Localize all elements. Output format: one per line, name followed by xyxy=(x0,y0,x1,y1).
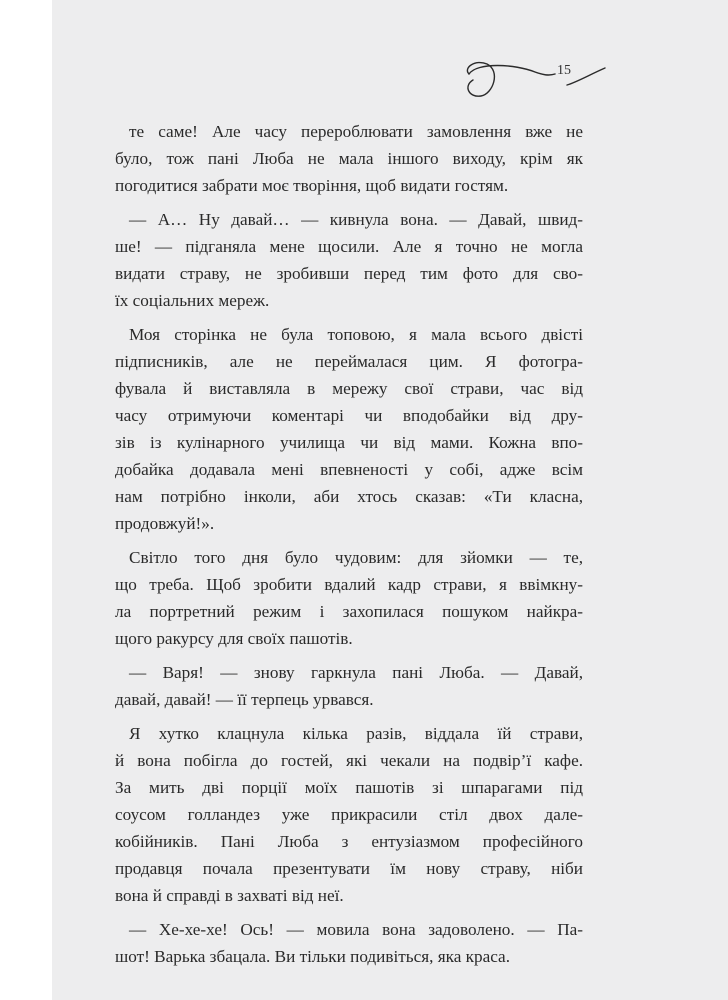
text-line: їх соціальних мереж. xyxy=(115,291,270,310)
text-line: — Хе-хе-хе! Ось! — мовила вона задоволено. — Па- xyxy=(129,920,583,939)
text-line: — Варя! — знову гаркнула пані Люба. — Давай, xyxy=(129,663,583,682)
text-line: що треба. Щоб зробити вдалий кадр страви, я ввімкну- xyxy=(115,575,583,594)
text-line: фувала й виставляла в мережу свої страви, час від xyxy=(115,379,583,398)
text-line: щого ракурсу для своїх пашотів. xyxy=(115,629,353,648)
text-line: видати страву, не зробивши перед тим фото для сво- xyxy=(115,264,583,283)
text-line: Моя сторінка не була топовою, я мала всього двісті xyxy=(129,325,583,344)
text-line: було, тож пані Люба не мала іншого виходу, крім як xyxy=(115,149,583,168)
text-line: За мить дві порції моїх пашотів зі шпарагами під xyxy=(115,778,583,797)
text-line: шот! Варька збацала. Ви тільки подивіться, яка краса. xyxy=(115,947,510,966)
paragraph xyxy=(115,206,583,314)
paragraph xyxy=(115,720,583,909)
text-line: добайка додавала мені впевненості у собі, адже всім xyxy=(115,460,583,479)
text-line: вона й справді в захваті від неї. xyxy=(115,886,344,905)
paragraph xyxy=(115,321,583,537)
text-line: — А… Ну давай… — кивнула вона. — Давай, швид- xyxy=(129,210,583,229)
text-line: погодитися забрати моє творіння, щоб видати гостям. xyxy=(115,176,509,195)
text-line: продавця почала презентувати їм нову страву, ніби xyxy=(115,859,583,878)
text-line: підписників, але не переймалася цим. Я фотогра- xyxy=(115,352,583,371)
text-line: Я хутко клацнула кілька разів, віддала їй страви, xyxy=(129,724,583,743)
text-line: часу отримуючи коментарі чи вподобайки від дру- xyxy=(115,406,583,425)
text-line: ше! — підганяла мене щосили. Але я точно не могла xyxy=(115,237,583,256)
text-line: нам потрібно інколи, аби хтось сказав: «Ти класна, xyxy=(115,487,583,506)
text-line: зів із кулінарного училища чи від мами. Кожна впо- xyxy=(115,433,583,452)
paragraph xyxy=(115,118,583,199)
page-header xyxy=(417,44,617,104)
text-line: Світло того дня було чудовим: для зйомки — те, xyxy=(129,548,583,567)
body-text xyxy=(115,118,583,977)
text-line: соусом голландез уже прикрасили стіл двох дале- xyxy=(115,805,583,824)
text-line: ла портретний режим і захопилася пошуком найкра- xyxy=(115,602,583,621)
text-line: давай, давай! — її терпець урвався. xyxy=(115,690,374,709)
page-number: 15 xyxy=(557,63,571,78)
paragraph xyxy=(115,544,583,652)
text-line: кобійників. Пані Люба з ентузіазмом професійного xyxy=(115,832,583,851)
paragraph xyxy=(115,659,583,713)
text-line: те саме! Але часу перероблювати замовлення вже не xyxy=(129,122,583,141)
text-line: й вона побігла до гостей, які чекали на подвір’ї кафе. xyxy=(115,751,583,770)
text-line: продовжуй!». xyxy=(115,514,215,533)
paragraph xyxy=(115,916,583,970)
swirl-flourish-icon xyxy=(417,44,607,104)
